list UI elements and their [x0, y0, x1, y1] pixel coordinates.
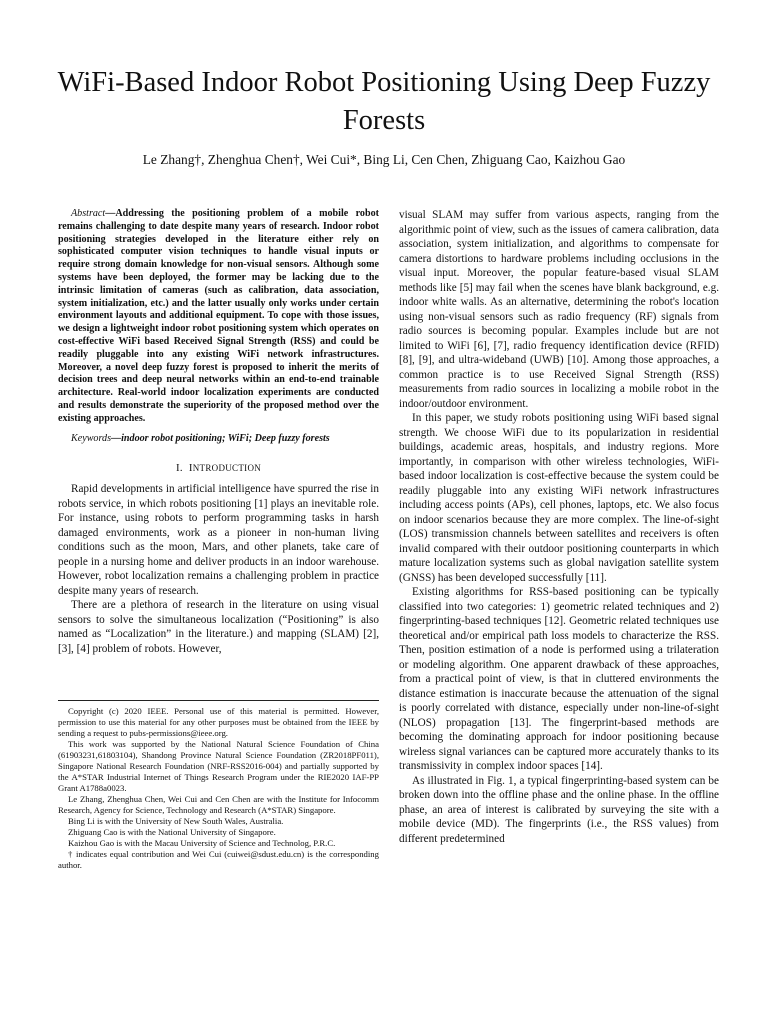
- abstract-text: —Addressing the positioning problem of a mobile robot remains challenging to date despite many years of research. Indoor robot positioning strategies developed in the literature either rely on sophisticated computer vision techniques to handle visual inputs or require strong domain knowledge for non-visual sensors. Although some systems have been deployed, the former may be lacking due to the intrinsic limitation of cameras (such as calibration, data association, system initialization, etc.) and the latter usually only works under certain environment layouts and additional equipment. To cope with those issues, we design a lightweight indoor robot positioning system which operates on cost-effective WiFi based Received Signal Strength (RSS) and could be readily pluggable into any existing WiFi network infrastructures. Moreover, a novel deep fuzzy forest is proposed to inherit the merits of decision trees and deep neural networks within an end-to-end trainable architecture. Real-world indoor localization experiments are conducted and results demonstrate the superiority of the proposed method over the existing approaches.: [58, 208, 379, 424]
- footnote-funding: This work was supported by the National Natural Science Foundation of China (61903231,61803104), Shandong Province Natural Science Foundation (ZR2018PF011), Singapore National Research Foundation (NRF-RSS2016-004) and partially supported by the A*STAR Industrial Internet of Things Research Program under the RIE2020 IAF-PP Grant A1788a0023.: [58, 739, 379, 793]
- abstract-label: Abstract: [71, 208, 106, 219]
- body-paragraph-continued: visual SLAM may suffer from various aspects, ranging from the algorithmic point of view, such as the issues of camera calibration, data association, system initialization, and algorithms to compensate for camera distortions to hardware problems including occlusions in the visual input. Moreover, the popular feature-based visual SLAM methods like [5] may fail when the scenes have blank background, e.g. indoor white walls. As an alternative, determining the robot's location using non-visual sensors such as radio frequency (RF) signals from radio sources is becoming popular. Examples include but are not limited to WiFi [6], [7], radio frequency identification device (RFID) [8], [9], and ultra-wideband (UWB) [10]. Among those approaches, a common practice is to use Received Signal Strength (RSS) measurements from radio sources in localizing a mobile robot in the indoor/outdoor environment.: [399, 209, 719, 410]
- right-column: [399, 208, 719, 846]
- intro-paragraph-2: There are a plethora of research in the literature on using visual sensors to solve the simultaneous localization (“Positioning” is also named as “Localization” in the literature.) and mapping (SLAM) [2], [3], [4] problem of robots. However,: [58, 599, 379, 655]
- left-column: [58, 208, 379, 656]
- footnotes: [58, 700, 379, 871]
- section-heading-introduction: [58, 462, 379, 476]
- footnote-affiliation-nus: Zhiguang Cao is with the National University of Singapore.: [68, 827, 276, 837]
- section-title-rest: NTRODUCTION: [192, 463, 262, 474]
- footnote-copyright: Copyright (c) 2020 IEEE. Personal use of this material is permitted. However, permission to use this material for any other purposes must be obtained from the IEEE by sending a request to pubs-permissions@ieee.org.: [58, 706, 379, 738]
- footnote-affiliation-macau: Kaizhou Gao is with the Macau University of Science and Technolog, P.R.C.: [68, 838, 336, 848]
- body-paragraph-fingerprinting: As illustrated in Fig. 1, a typical fingerprinting-based system can be broken down into the offline phase and the online phase. In the offline phase, an area of interest is calibrated by surveying the site with a mobile device (MD). The fingerprints (i.e., the RSS values) from different predetermined: [399, 774, 719, 845]
- footnote-affiliation-unsw: Bing Li is with the University of New South Wales, Australia.: [68, 816, 284, 826]
- footnote-affiliation-i2r: Le Zhang, Zhenghua Chen, Wei Cui and Cen Chen are with the Institute for Infocomm Research, Agency for Science, Technology and Research (A*STAR) Singapore.: [58, 794, 379, 815]
- keywords-text: —indoor robot positioning; WiFi; Deep fuzzy forests: [111, 432, 330, 444]
- section-number: I.: [175, 462, 183, 475]
- paper-title: WiFi-Based Indoor Robot Positioning Using Deep Fuzzy Forests: [57, 67, 711, 136]
- keywords-label: Keywords: [71, 432, 112, 444]
- section-title-initial: I: [188, 462, 193, 475]
- keywords: [58, 433, 379, 446]
- abstract: [58, 208, 379, 426]
- intro-paragraph-1: Rapid developments in artificial intelligence have spurred the rise in robots service, in which robots positioning [1] plays an inevitable role. For instance, using robots to perform programming tasks in harsh damaged environments, work as a pioneer in non-human living conditions such as the moon, Mars, and other planets, take care of people in a nursing home and deliver products in an indoor warehouse. However, robot localization remains a challenging problem in practice despite many years of research.: [58, 483, 379, 597]
- body-paragraph-wifi: In this paper, we study robots positioning using WiFi based signal strength. We choose WiFi due to its popularization in residential buildings, academic areas, hospitals, and industry regions. More importantly, in comparison with other wireless technologies, WiFi-based indoor localization is cost-effective because the system could be readily pluggable into any existing WiFi network infrastructures including access points (APs), cell phones, laptops, etc. We also focus on indoor scenarios because they are more complex. The line-of-sight (LOS) transmission channels between satellites and receivers is often invalid compared with their outdoor positioning counterparts in which mature localization systems such as global navigation satellite system (GNSS) has been developed successfully [11].: [399, 412, 719, 584]
- footnote-corresponding-author: † indicates equal contribution and Wei Cui (cuiwei@sdust.edu.cn) is the corresponding author.: [58, 849, 379, 870]
- author-list: Le Zhang†, Zhenghua Chen†, Wei Cui*, Bing Li, Cen Chen, Zhiguang Cao, Kaizhou Gao: [142, 152, 626, 167]
- body-paragraph-existing-algorithms: Existing algorithms for RSS-based positioning can be typically classified into two categories: 1) geometric related techniques and 2) fingerprinting-based techniques [12]. Geometric related techniques use theoretical and/or empirical path loss models to characterize the RSS. Then, position estimation of a node is performed using a trilateration or modeling algorithm. One apparent drawback of these approaches, from a practical point of view, is that in cluttered environments the distance estimation is inaccurate because the attenuation of the signal is poorly correlated with distance, especially under non-line-of-sight (NLOS) propagation [13]. The fingerprint-based methods are becoming the dominating approach for indoor positioning because wireless signal variances can be captured more accurately thanks to its transmissivity in complex indoor spaces [14].: [399, 586, 719, 772]
